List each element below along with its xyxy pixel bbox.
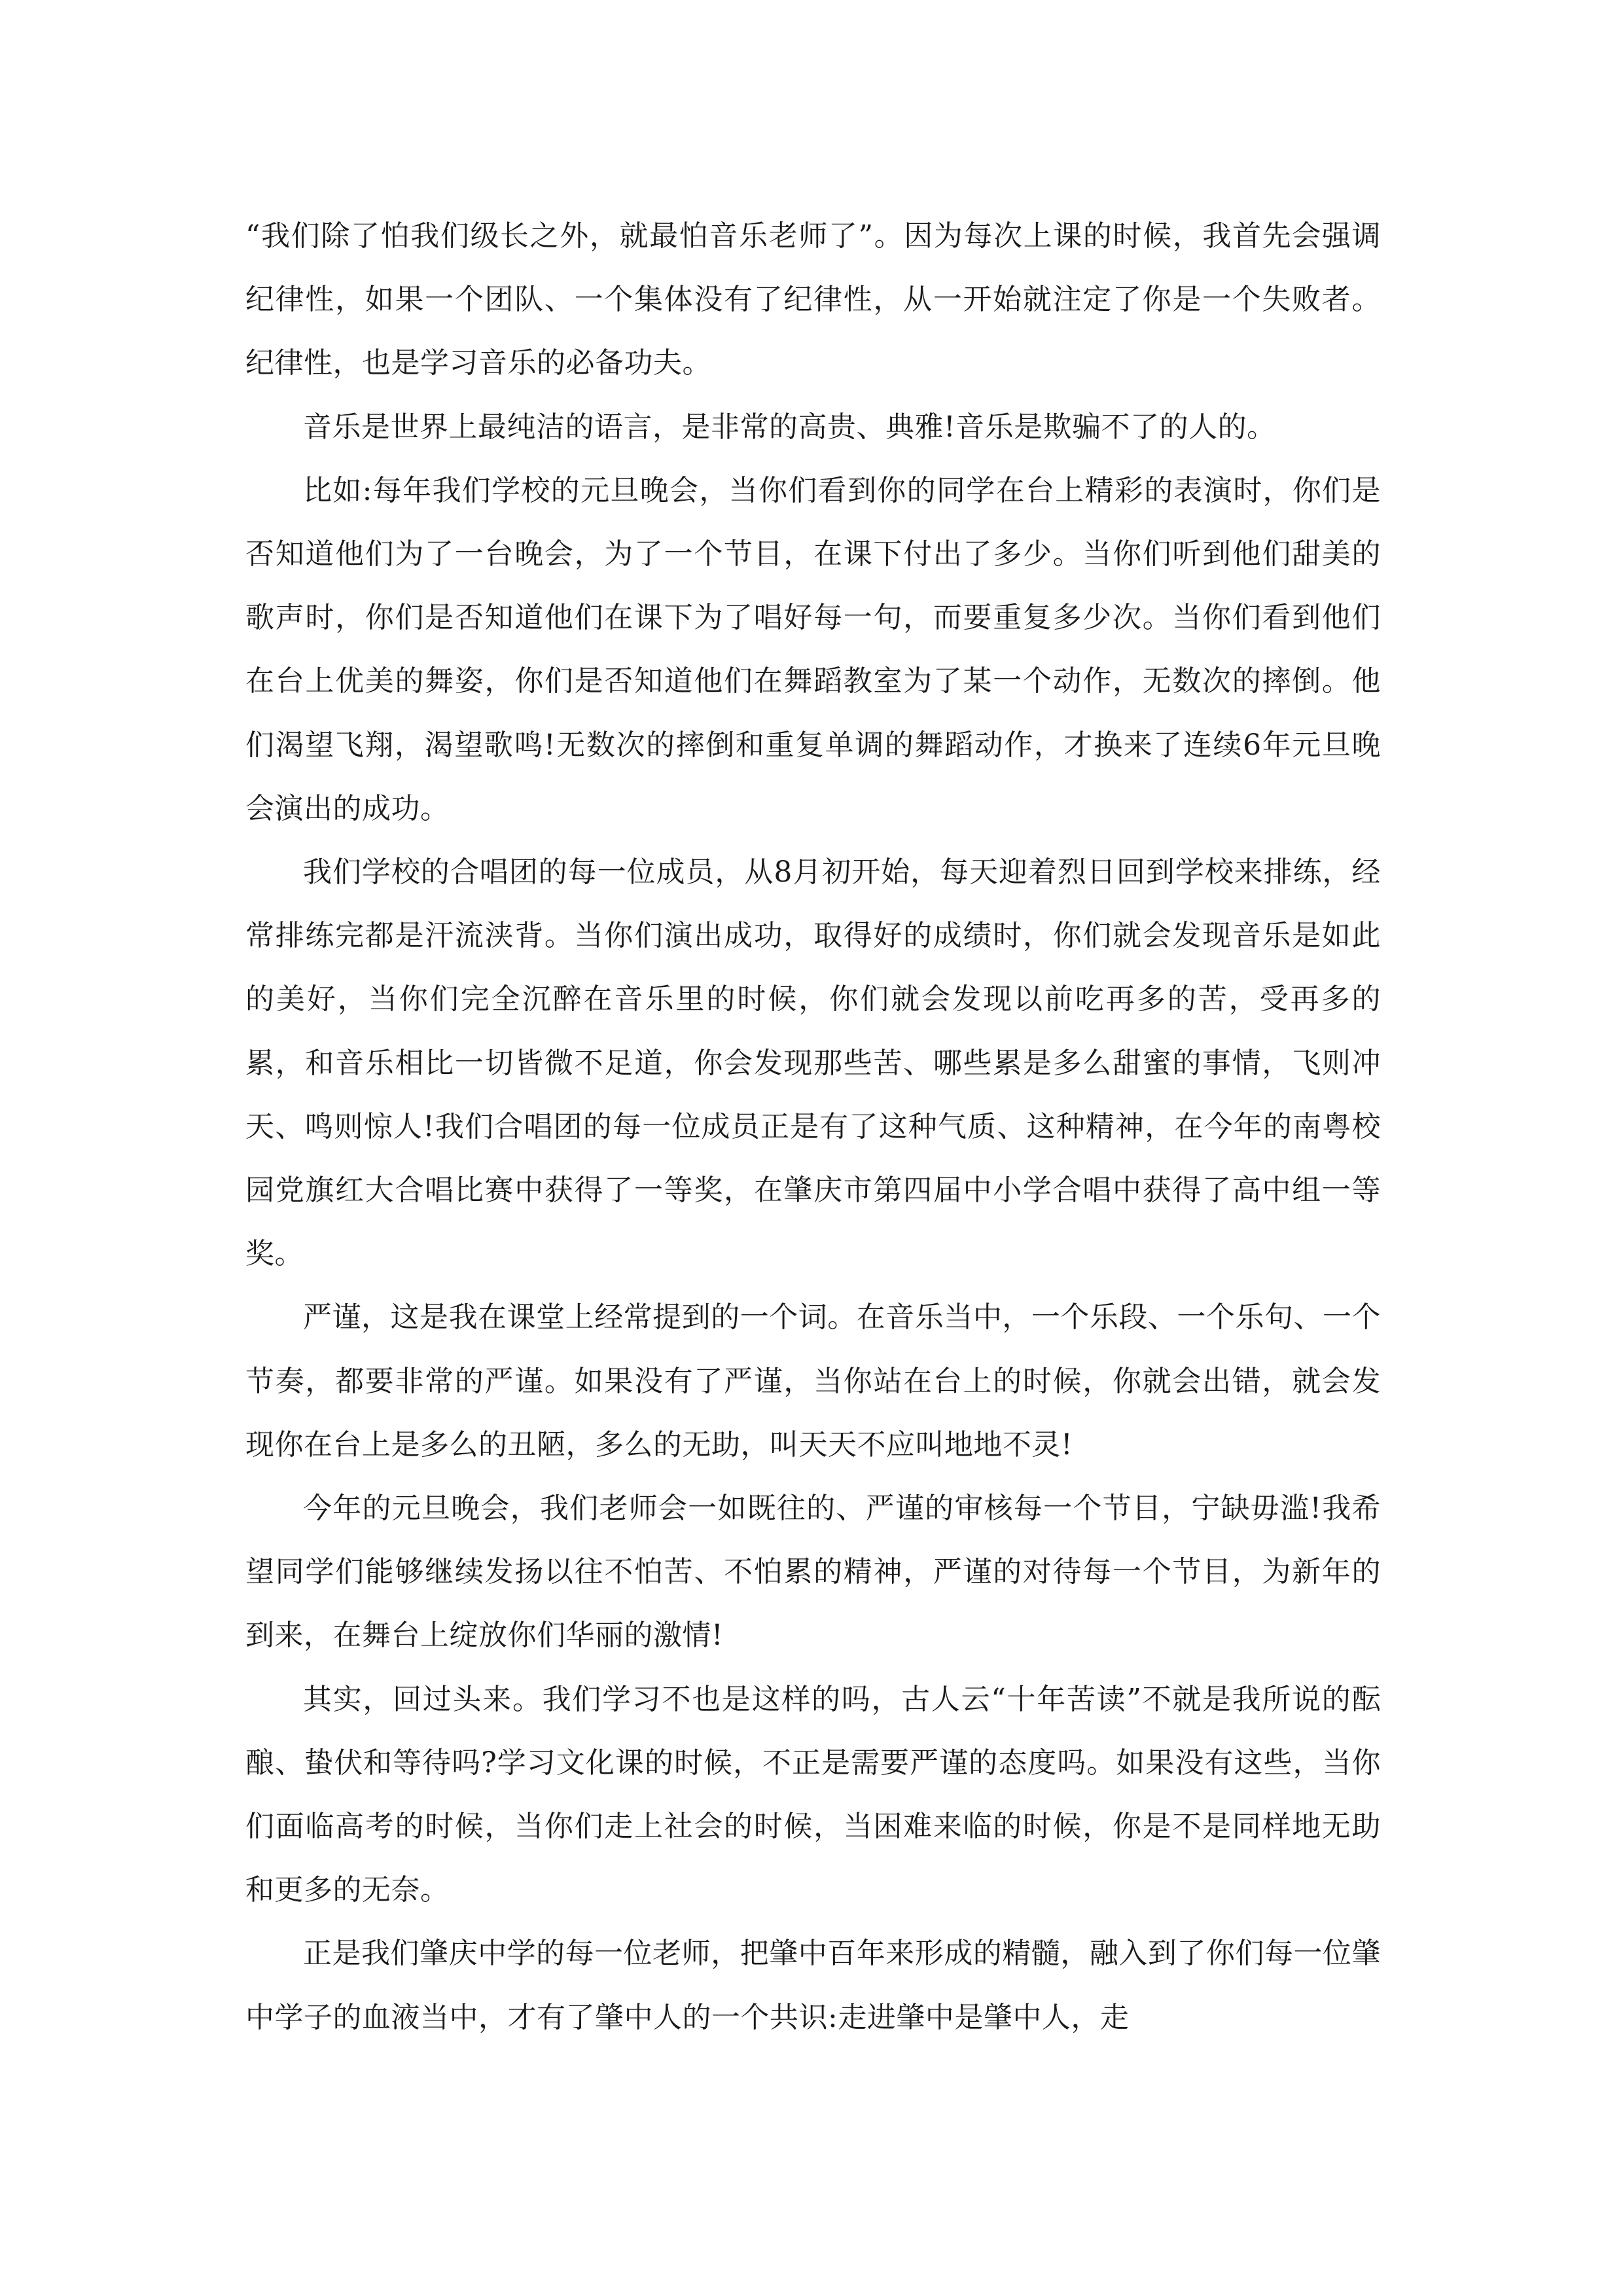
body-text (245, 204, 1381, 2049)
paragraph-study: 其实，回过头来。我们学习不也是这样的吗，古人云“十年苦读”不就是我所说的酝酿、蛰伏和等待吗?学习文化课的时候，不正是需要严谨的态度吗。如果没有这些，当你们面临高考的时候，当你们走上社会的时候，当困难来临的时候，你是不是同样地无助和更多的无奈。 (245, 1682, 1381, 1907)
paragraph-new-year-gala: 比如:每年我们学校的元旦晚会，当你们看到你的同学在台上精彩的表演时，你们是否知道他们为了一台晚会，为了一个节目，在课下付出了多少。当你们听到他们甜美的歌声时，你们是否知道他们在课下为了唱好每一句，而要重复多少次。当你们看到他们在台上优美的舞姿，你们是否知道他们在舞蹈教室为了某一个动作，无数次的摔倒。他们渴望飞翔，渴望歌鸣!无数次的摔倒和重复单调的舞蹈动作，才换来了连续6年元旦晚会演出的成功。 (245, 473, 1381, 825)
paragraph-choir: 我们学校的合唱团的每一位成员，从8月初开始，每天迎着烈日回到学校来排练，经常排练完都是汗流浃背。当你们演出成功，取得好的成绩时，你们就会发现音乐是如此的美好，当你们完全沉醉在音乐里的时候，你们就会发现以前吃再多的苦，受再多的累，和音乐相比一切皆微不足道，你会发现那些苦、哪些累是多么甜蜜的事情，飞则冲天、鸣则惊人!我们合唱团的每一位成员正是有了这种气质、这种精神，在今年的南粤校园党旗红大合唱比赛中获得了一等奖，在肇庆市第四届中小学合唱中获得了高中组一等奖。 (245, 855, 1381, 1271)
paragraph-music-language: 音乐是世界上最纯洁的语言，是非常的高贵、典雅!音乐是欺骗不了的人的。 (303, 410, 1276, 444)
paragraph-rigor: 严谨，这是我在课堂上经常提到的一个词。在音乐当中，一个乐段、一个乐句、一个节奏，都要非常的严谨。如果没有了严谨，当你站在台上的时候，你就会出错，就会发现你在台上是多么的丑陋，多么的无助，叫天天不应叫地地不灵! (245, 1300, 1381, 1462)
paragraph-teachers: 正是我们肇庆中学的每一位老师，把肇中百年来形成的精髓，融入到了你们每一位肇中学子的血液当中，才有了肇中人的一个共识:走进肇中是肇中人，走 (245, 1937, 1381, 2034)
paragraph-discipline: “我们除了怕我们级长之外，就最怕音乐老师了”。因为每次上课的时候，我首先会强调纪律性，如果一个团队、一个集体没有了纪律性，从一开始就注定了你是一个失败者。纪律性，也是学习音乐的必备功夫。 (245, 219, 1381, 380)
paragraph-this-year-gala: 今年的元旦晚会，我们老师会一如既往的、严谨的审核每一个节目，宁缺毋滥!我希望同学们能够继续发扬以往不怕苦、不怕累的精神，严谨的对待每一个节目，为新年的到来，在舞台上绽放你们华丽的激情! (245, 1492, 1381, 1653)
